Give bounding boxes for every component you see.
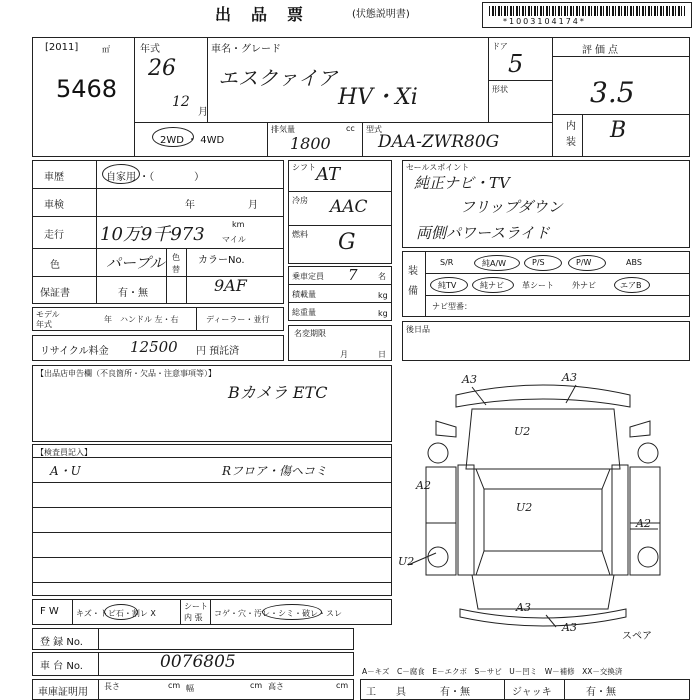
capacity-value: 7 (348, 266, 358, 284)
equip-pw: P/W (576, 258, 592, 267)
model-year: 年 (104, 315, 112, 324)
fw-circle (104, 604, 138, 620)
car-name-value: エスクァイア (218, 66, 338, 90)
interior-label-1: 内 (566, 121, 576, 132)
car-outline-svg (396, 365, 690, 645)
lot-number: 5468 (56, 75, 118, 103)
fuel-value: G (338, 230, 356, 255)
color-value: パープル (106, 254, 165, 272)
weight-unit: kg (378, 309, 388, 318)
inspector-note2: Rフロア・傷ヘコミ (222, 464, 328, 478)
cert-height-unit: cm (336, 681, 349, 690)
barcode (489, 6, 685, 16)
mileage-unit-mile: マイル (222, 235, 246, 244)
warranty-label: 保証書 (40, 288, 70, 299)
sales-point-line3: 両側パワースライド (416, 224, 550, 242)
sales-point-line1: 純正ナビ・TV (414, 174, 510, 192)
tools-label: 工 具 (366, 687, 406, 698)
mileage-value: 10万9千973 (100, 224, 205, 245)
history-value: 自家用 ・（ ） (106, 172, 205, 183)
equip-tv: 純TV (438, 281, 457, 290)
door-value: 5 (508, 50, 524, 78)
month-value: 12 (172, 94, 190, 110)
mark-hood: U2 (514, 425, 531, 438)
cert-width: 幅 (186, 684, 194, 693)
circle-pw (568, 255, 606, 271)
navi-model-label: ナビ型番： (432, 302, 472, 311)
cert-width-unit: cm (250, 681, 263, 690)
inspection-month: 月 (248, 200, 258, 211)
tools-value: 有・無 (440, 687, 470, 698)
fw-label: F W (40, 606, 59, 617)
model-handle: ハンドル 左・右 (120, 315, 179, 324)
score-value: 3.5 (590, 76, 635, 109)
name-change-month: 月 (340, 350, 348, 359)
seat-label-2: 内 張 (184, 613, 203, 622)
after-fit-label: 後日品 (406, 325, 430, 334)
inspector-note1: A・U (50, 464, 81, 478)
equip-leather: 革シート (522, 281, 554, 290)
damage-legend: A－キズ C－腐食 E－エクボ S－サビ U－凹ミ W－補修 XX－交換済 (362, 667, 623, 676)
jack-value: 有・無 (586, 687, 616, 698)
inspector-box (32, 444, 392, 596)
chassis-value: 0076805 (160, 652, 236, 672)
model-year-label: 年式 (140, 44, 160, 55)
chassis-label: 車 台 No. (40, 661, 83, 672)
year-code: [2011] (45, 42, 79, 53)
sales-point-label: セールスポイント (406, 163, 470, 172)
cert-height: 高さ (268, 682, 284, 691)
inspection-label: 車検 (44, 200, 64, 211)
form-title: 出 品 票 (215, 5, 306, 24)
capacity-unit: 名 (378, 272, 386, 281)
recycle-value: 12500 (130, 338, 178, 356)
equip-ext-navi: 外ナビ (572, 281, 596, 290)
name-change-label: 名変期限 (294, 329, 326, 338)
seat-label-1: シート (184, 602, 208, 611)
circle-navi (472, 277, 514, 293)
equipment-label-2: 備 (408, 286, 418, 297)
mark-left-rear: U2 (398, 555, 415, 568)
drive-circle (152, 127, 194, 147)
year-code-suffix: ㎡ (102, 45, 110, 54)
model-label-2: 年式 (36, 320, 52, 329)
equip-sr: S/R (440, 258, 454, 267)
equip-abs: ABS (626, 258, 642, 267)
displacement-unit: cc (346, 124, 355, 133)
recycle-label: リサイクル料金 (40, 346, 109, 357)
inspector-label: 【検査員記入】 (36, 448, 92, 457)
shift-value: AT (316, 164, 341, 185)
declaration-value: Bカメラ ETC (228, 383, 328, 402)
name-change-day: 日 (378, 350, 386, 359)
door-label: ドア (492, 42, 508, 51)
registration-label: 登 録 No. (40, 637, 83, 648)
color-label: 色 (50, 260, 60, 271)
equip-navi: 純ナビ (480, 281, 504, 290)
form-subtitle: (状態説明書) (352, 9, 410, 20)
model-label-1: モデル (36, 310, 60, 319)
mark-right-side: A2 (636, 517, 651, 530)
interior-label-2: 装 (566, 137, 576, 148)
load-label: 積載量 (292, 290, 316, 299)
fw-items: キズ・トビ石・割レ X (76, 609, 156, 618)
spare-label: スペア (622, 631, 652, 642)
type-value: DAA-ZWR80G (378, 132, 500, 152)
drive-text: 2WD ・ 4WD (160, 135, 225, 146)
history-circle (102, 164, 140, 184)
seat-circle (262, 604, 322, 620)
month-label: 月 (198, 107, 208, 118)
load-unit: kg (378, 291, 388, 300)
declaration-label: 【出品店申告欄（不良箇所・欠品・注意事項等）】 (36, 369, 216, 378)
equip-aw: 純A/W (482, 259, 507, 268)
certificate-label: 車庫証明用 (38, 687, 88, 698)
barcode-box (482, 2, 692, 28)
equip-ps: P/S (532, 258, 545, 267)
cert-length-unit: cm (168, 681, 181, 690)
ac-value: AAC (330, 197, 368, 217)
displacement-value: 1800 (290, 134, 331, 153)
barcode-text: *1003104174* (503, 17, 586, 26)
shape-label: 形状 (492, 85, 508, 94)
mark-rear-left: A3 (516, 601, 531, 614)
displacement-label: 排気量 (271, 125, 295, 134)
circle-tv (430, 277, 468, 293)
recycle-unit: 円 預託済 (196, 346, 240, 357)
sales-point-line2: フリップダウン (460, 198, 563, 216)
mileage-label: 走行 (44, 230, 64, 241)
color-change-2: 替 (172, 265, 180, 274)
equip-airbag: エアB (620, 281, 642, 290)
jack-label: ジャッキ (512, 687, 552, 698)
shift-label: シフト (292, 163, 316, 172)
capacity-label: 乗車定員 (292, 272, 324, 281)
weight-label: 総重量 (292, 308, 316, 317)
model-dealer: ディーラー・並行 (206, 315, 270, 324)
seat-items: コゲ・穴・汚レ・シミ・破レ・スレ (214, 609, 342, 618)
fuel-label: 燃料 (292, 230, 308, 239)
color-change-1: 色 (172, 253, 180, 262)
color-no-label: カラーNo. (198, 255, 245, 266)
car-diagram (396, 365, 690, 645)
ac-label: 冷房 (292, 196, 308, 205)
type-label: 型式 (366, 125, 382, 134)
history-label: 車歴 (44, 172, 64, 183)
color-no-value: 9AF (214, 276, 247, 295)
circle-airbag (614, 277, 650, 293)
after-fit-box (402, 321, 690, 361)
model-year-value: 26 (148, 56, 176, 81)
car-name-label: 車名・グレード (211, 44, 281, 55)
mileage-unit-km: km (232, 220, 245, 229)
score-label: 評価点 (582, 45, 621, 56)
mark-roof: U2 (516, 501, 533, 514)
mark-front-right: A3 (562, 371, 577, 384)
interior-value: B (610, 118, 627, 143)
equipment-label-1: 装 (408, 266, 418, 277)
warranty-value: 有・無 (118, 288, 148, 299)
mark-rear-right: A3 (562, 621, 577, 634)
grade-value: HV・Xi (338, 85, 418, 110)
cert-length: 長さ (104, 682, 120, 691)
mark-left-side: A2 (416, 479, 431, 492)
mark-front-left: A3 (462, 373, 477, 386)
inspection-year: 年 (185, 200, 195, 211)
circle-ps (524, 255, 562, 271)
circle-aw (474, 255, 520, 271)
